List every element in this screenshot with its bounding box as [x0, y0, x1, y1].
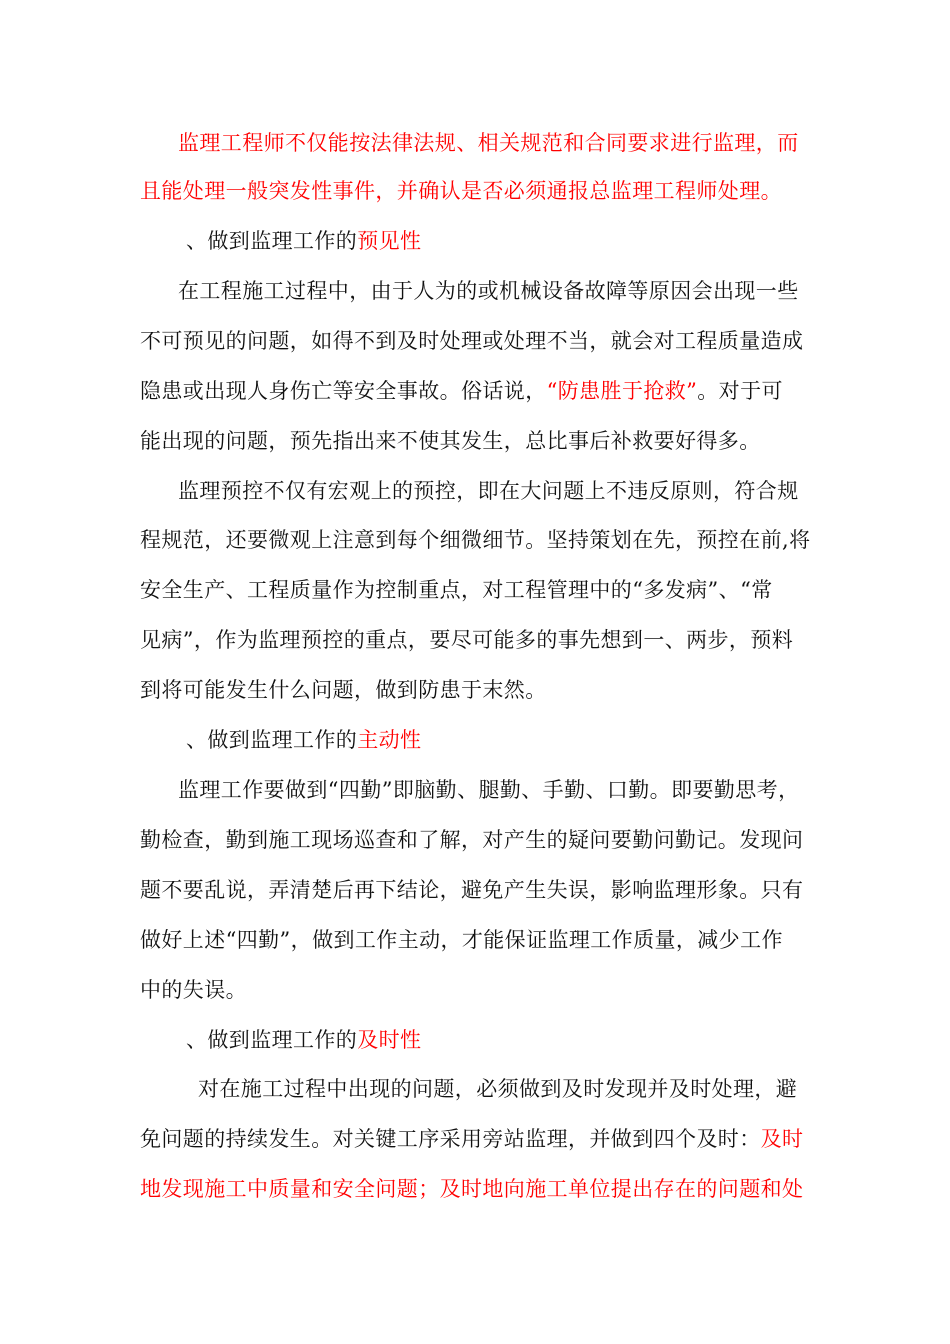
paragraph-line: 地发现施工中质量和安全问题；及时地向施工单位提出存在的问题和处 — [140, 1177, 804, 1201]
paragraph-line: 能出现的问题，预先指出来不使其发生，总比事后补救要好得多。 — [140, 429, 761, 453]
text-run: 隐患或出现人身伤亡等安全事故。俗话说， — [140, 379, 547, 403]
paragraph-line: 不可预见的问题，如得不到及时处理或处理不当，就会对工程质量造成 — [140, 329, 804, 353]
paragraph-line — [140, 376, 820, 406]
paragraph-line: 做好上述“四勤”，做到工作主动，才能保证监理工作质量，减少工作 — [140, 928, 783, 952]
heading-keyword: 及时性 — [357, 1028, 422, 1052]
paragraph-line: 安全生产、工程质量作为控制重点，对工程管理中的“多发病”、“常 — [140, 578, 773, 602]
heading-keyword: 主动性 — [357, 728, 422, 752]
paragraph-line — [140, 1124, 820, 1154]
paragraph-line: 题不要乱说，弄清楚后再下结论，避免产生失误，影响监理形象。只有 — [140, 878, 804, 902]
paragraph-line: 监理预控不仅有宏观上的预控，即在大问题上不违反原则，符合规 — [178, 479, 799, 503]
paragraph-line: 在工程施工过程中，由于人为的或机械设备故障等原因会出现一些 — [178, 279, 799, 303]
paragraph-line: 且能处理一般突发性事件，并确认是否必须通报总监理工程师处理。 — [140, 179, 782, 203]
paragraph-line: 见病”，作为监理预控的重点，要尽可能多的事先想到一、两步，预料 — [140, 628, 794, 652]
section-heading-initiative — [186, 725, 866, 755]
paragraph-line: 到将可能发生什么问题，做到防患于末然。 — [140, 678, 547, 702]
paragraph-line: 监理工作要做到“四勤”即脑勤、腿勤、手勤、口勤。即要勤思考， — [178, 778, 800, 802]
section-heading-foresight — [186, 226, 866, 256]
quote-highlight: “防患胜于抢救” — [546, 379, 698, 403]
paragraph-line: 程规范，还要微观上注意到每个细微细节。坚持策划在先，预控在前,将 — [140, 528, 811, 552]
text-run: 。对于可 — [697, 379, 783, 403]
paragraph-line: 对在施工过程中出现的问题，必须做到及时发现并及时处理，避 — [198, 1077, 798, 1101]
paragraph-line: 中的失误。 — [140, 978, 247, 1002]
text-highlight: 及时 — [760, 1127, 804, 1151]
section-heading-timeliness — [186, 1025, 866, 1055]
heading-prefix: 、做到监理工作的 — [186, 229, 358, 253]
text-run: 免问题的持续发生。对关键工序采用旁站监理，并做到四个及时： — [140, 1127, 761, 1151]
paragraph-line: 勤检查，勤到施工现场巡查和了解，对产生的疑问要勤问勤记。发现问 — [140, 828, 804, 852]
heading-keyword: 预见性 — [357, 229, 422, 253]
heading-prefix: 、做到监理工作的 — [186, 1028, 358, 1052]
heading-prefix: 、做到监理工作的 — [186, 728, 358, 752]
paragraph-line: 监理工程师不仅能按法律法规、相关规范和合同要求进行监理，而 — [178, 131, 799, 155]
